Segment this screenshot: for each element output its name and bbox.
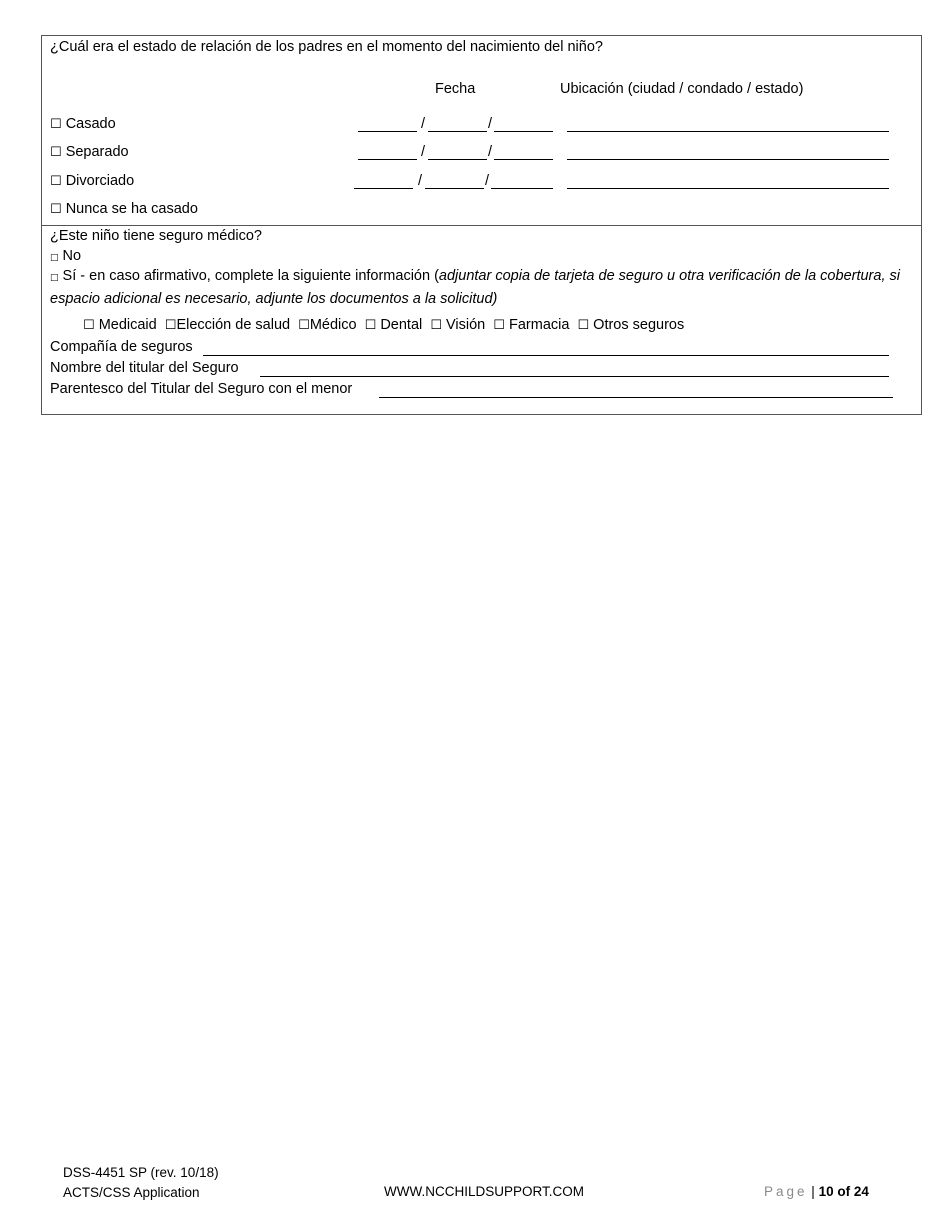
checkbox-icon[interactable]: ☐ [50, 202, 62, 217]
location-column-header: Ubicación (ciudad / condado / estado) [560, 81, 804, 97]
option-label: Dental [380, 317, 423, 333]
option-label: Médico [309, 317, 357, 333]
insurance-type-pharmacy[interactable] [493, 317, 569, 333]
location-field[interactable] [567, 159, 889, 160]
insurance-option-yes[interactable] [50, 266, 900, 310]
marital-option-divorced[interactable] [50, 172, 134, 191]
date-month-field[interactable] [358, 159, 417, 160]
holder-name-label: Nombre del titular del Seguro [50, 360, 239, 376]
date-month-field[interactable] [354, 188, 413, 189]
option-label: Casado [65, 116, 116, 132]
checkbox-icon[interactable]: ☐ [83, 318, 95, 333]
date-separator: / [488, 144, 493, 160]
checkbox-icon[interactable]: □ [50, 253, 59, 263]
insurance-type-medical[interactable] [298, 317, 356, 333]
insurance-company-label: Compañía de seguros [50, 339, 193, 355]
date-year-field[interactable] [494, 131, 553, 132]
date-column-header: Fecha [435, 81, 476, 97]
insurance-type-medicaid[interactable] [83, 317, 157, 333]
option-label: Sí - en caso afirmativo, complete la siguiente información ( [62, 268, 439, 284]
date-day-field[interactable] [425, 188, 484, 189]
checkbox-icon[interactable]: ☐ [50, 117, 62, 132]
checkbox-icon[interactable]: ☐ [430, 318, 442, 333]
checkbox-icon[interactable]: ☐ [50, 145, 62, 160]
insurance-option-no[interactable] [50, 247, 81, 267]
date-day-field[interactable] [428, 159, 487, 160]
page-separator: | [811, 1184, 815, 1199]
checkbox-icon[interactable]: ☐ [364, 318, 377, 333]
date-separator: / [421, 144, 426, 160]
option-label: Nunca se ha casado [65, 201, 198, 217]
date-month-field[interactable] [358, 131, 417, 132]
checkbox-icon[interactable]: □ [50, 273, 59, 283]
date-separator: / [485, 173, 490, 189]
date-year-field[interactable] [491, 188, 553, 189]
insurance-type-vision[interactable] [430, 317, 485, 333]
date-year-field[interactable] [494, 159, 553, 160]
page-indicator [764, 1182, 869, 1201]
option-label: Otros seguros [593, 317, 685, 333]
option-label: Visión [446, 317, 486, 333]
insurance-type-other[interactable] [577, 317, 684, 333]
date-separator: / [418, 173, 423, 189]
app-name: ACTS/CSS Application [63, 1185, 200, 1200]
form-id: DSS-4451 SP (rev. 10/18) [63, 1165, 219, 1180]
section-divider [42, 225, 921, 226]
date-separator: / [488, 116, 493, 132]
option-label: Farmacia [508, 317, 570, 333]
checkbox-icon[interactable]: ☐ [50, 174, 62, 189]
holder-relation-label: Parentesco del Titular del Seguro con el menor [50, 381, 353, 397]
insurance-type-list [83, 316, 684, 335]
date-separator: / [421, 116, 426, 132]
option-label: Elección de salud [176, 317, 291, 333]
holder-name-field[interactable] [260, 376, 889, 377]
holder-relation-field[interactable] [379, 397, 893, 398]
attachment-note: adjuntar copia de tarjeta de seguro u otra verificación de la cobertura, si espacio adicional es necesario, adjunte los documentos a la solicitud) [50, 268, 900, 307]
checkbox-icon[interactable]: ☐ [493, 318, 505, 333]
form-section-box [41, 35, 922, 415]
location-field[interactable] [567, 131, 889, 132]
page-number: 10 of 24 [818, 1184, 869, 1199]
option-label: Medicaid [98, 317, 157, 333]
location-field[interactable] [567, 188, 889, 189]
website-link[interactable]: WWW.NCCHILDSUPPORT.COM [384, 1184, 585, 1199]
checkbox-icon[interactable]: ☐ [298, 318, 310, 333]
marital-option-separated[interactable] [50, 143, 129, 162]
insurance-type-dental[interactable] [365, 317, 423, 333]
insurance-question: ¿Este niño tiene seguro médico? [50, 228, 262, 244]
option-label: Separado [65, 144, 129, 160]
page-word: Page [764, 1184, 808, 1199]
marital-option-never-married[interactable] [50, 200, 198, 219]
marital-question: ¿Cuál era el estado de relación de los padres en el momento del nacimiento del niño? [50, 39, 603, 55]
checkbox-icon[interactable]: ☐ [577, 318, 590, 333]
insurance-type-health-choice[interactable] [165, 317, 290, 333]
insurance-company-field[interactable] [203, 355, 889, 356]
marital-option-married[interactable] [50, 115, 116, 134]
checkbox-icon[interactable]: ☐ [164, 318, 177, 333]
option-label: No [62, 248, 82, 264]
date-day-field[interactable] [428, 131, 487, 132]
option-label: Divorciado [65, 173, 135, 189]
